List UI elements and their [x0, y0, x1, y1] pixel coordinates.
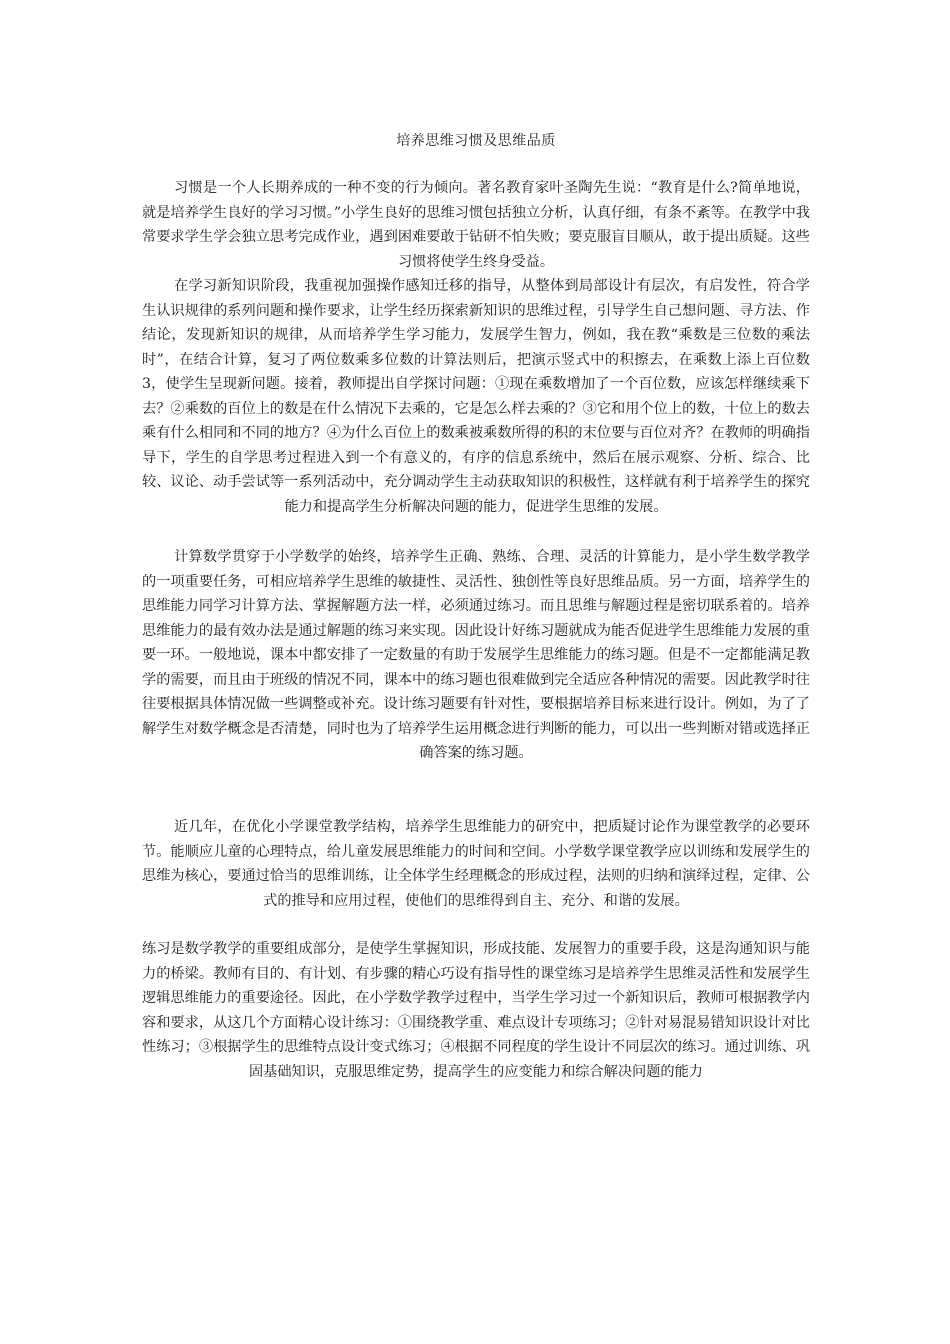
paragraph-3: 计算数学贯穿于小学数学的始终，培养学生正确、熟练、合理、灵活的计算能力，是小学生数学教学的一项重要任务，可相应培养学生思维的敏捷性、灵活性、独创性等良好思维品质。另一方面，培养学生的思维能力同学习计算方法、掌握解题方法一样，必须通过练习。而且思维与解题过程是密切联系着的。培养思维能力的最有效办法是通过解题的练习来实现。因此设计好练习题就成为能否促进学生思维能力发展的重要一环。一般地说，课本中都安排了一定数量的有助于发展学生思维能力的练习题。但是不一定都能满足教学的需要，而且由于班级的情况不同，课本中的练习题也很难做到完全适应各种情况的需要。因此教学时往往要根据具体情况做一些调整或补充。设计练习题要有针对性，要根据培养目标来进行设计。例如，为了了解学生对数学概念是否清楚，同时也为了培养学生运用概念进行判断的能力，可以出一些判断对错或选择正确答案的练习题。 — [142, 549, 810, 761]
paragraph-2: 在学习新知识阶段，我重视加强操作感知迁移的指导，从整体到局部设计有层次，有启发性，符合学生认识规律的系列问题和操作要求，让学生经历探索新知识的思维过程，引导学生自己想问题、寻方法、作结论，发现新知识的规律，从而培养学生学习能力，发展学生智力，例如，我在教“乘数是三位数的乘法时”，在结合计算，复习了两位数乘多位数的计算法则后，把演示竖式中的积擦去，在乘数上添上百位数 3，使学生呈现新问题。接着，教师提出自学探讨问题：①现在乘数增加了一个百位数，应该怎样继续乘下去？②乘数的百位上的数是在什么情况下去乘的，它是怎么样去乘的？③它和用个位上的数，十位上的数去乘有什么相同和不同的地方？④为什么百位上的数乘被乘数所得的积的末位要与百位对齐？在教师的明确指导下，学生的自学思考过程进入到一个有意义的，有序的信息系统中，然后在展示观察、分析、综合、比较、议论、动手尝试等一系列活动中，充分调动学生主动获取知识的积极性，这样就有利于培养学生的探究能力和提高学生分析解决问题的能力，促进学生思维的发展。 — [142, 278, 810, 515]
document-title: 培养思维习惯及思维品质 — [396, 133, 556, 149]
paragraph-1: 习惯是一个人长期养成的一种不变的行为倾向。著名教育家叶圣陶先生说：“教育是什么?简单地说，就是培养学生良好的学习习惯。”小学生良好的思维习惯包括独立分析，认真仔细，有条不紊等。在教学中我常要求学生学会独立思考完成作业，遇到困难要敢于钻研不怕失败；要克服盲目顺从，敢于提出质疑。这些习惯将使学生终身受益。 — [142, 180, 810, 270]
paragraph-5: 练习是数学教学的重要组成部分，是使学生掌握知识，形成技能、发展智力的重要手段，这是沟通知识与能力的桥梁。教师有目的、有计划、有步骤的精心巧设有指导性的课堂练习是培养学生思维灵活性和发展学生逻辑思维能力的重要途径。因此，在小学数学教学过程中，当学生学习过一个新知识后，教师可根据教学内容和要求，从这几个方面精心设计练习：①围绕教学重、难点设计专项练习；②针对易混易错知识设计对比性练习；③根据学生的思维特点设计变式练习；④根据不同程度的学生设计不同层次的练习。通过训练、巩固基础知识，克服思维定势，提高学生的应变能力和综合解决问题的能力 — [142, 941, 810, 1080]
paragraph-4: 近几年，在优化小学课堂教学结构，培养学生思维能力的研究中，把质疑讨论作为课堂教学的必要环节。能顺应儿童的心理特点，给儿童发展思维能力的时间和空间。小学数学课堂教学应以训练和发展学生的思维为核心，要通过恰当的思维训练，让全体学生经理概念的形成过程，法则的归纳和演绎过程，定律、公式的推导和应用过程，使他们的思维得到自主、充分、和谐的发展。 — [142, 819, 810, 909]
